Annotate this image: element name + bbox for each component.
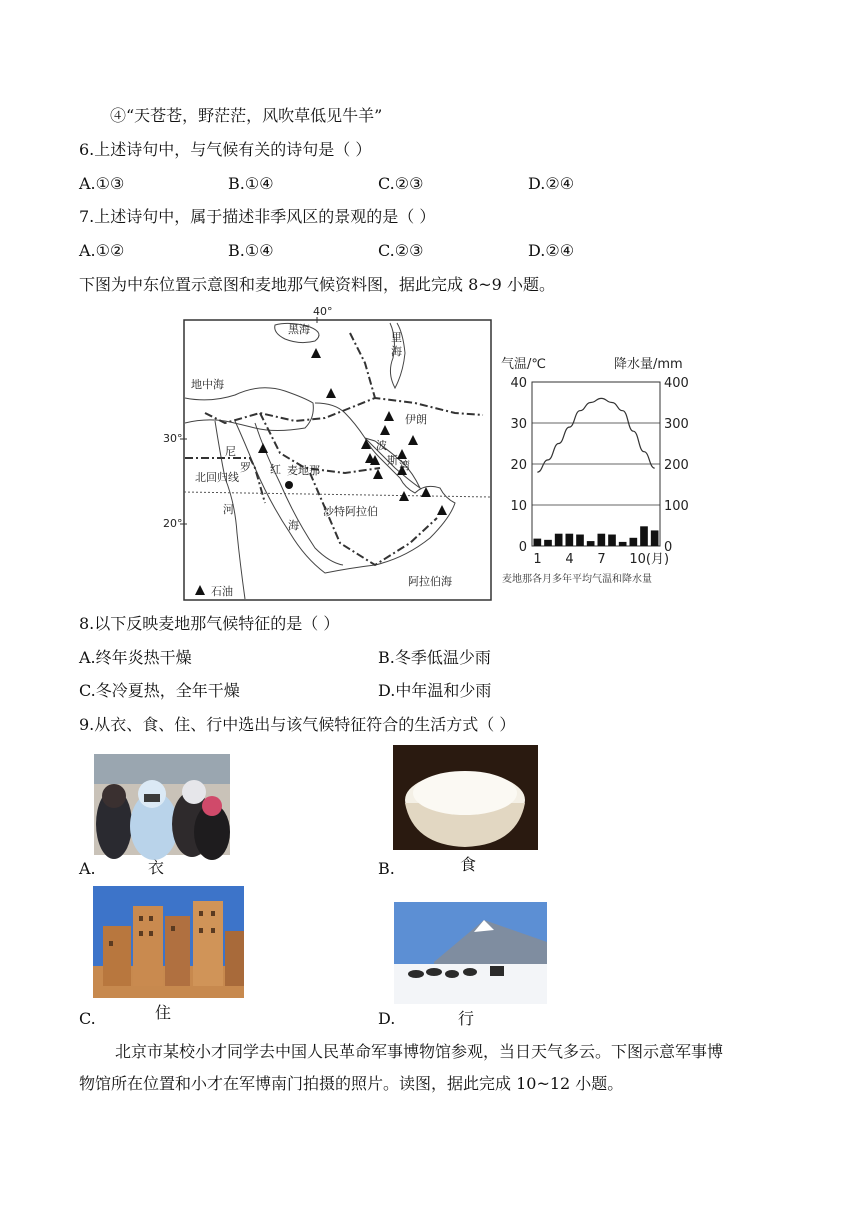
caption-clothing: 衣 <box>148 858 165 877</box>
q6-option-b: B.①④ <box>228 174 274 193</box>
precipitation-axis-label: 降水量/mm <box>614 357 683 372</box>
precipitation-bar <box>576 535 584 546</box>
legend-oil-label: 石油 <box>211 585 233 598</box>
q7-option-b: B.①④ <box>228 241 274 260</box>
precipitation-bar <box>640 526 648 546</box>
saudi-label: 沙特阿拉伯 <box>323 505 378 518</box>
precipitation-bar <box>608 535 616 546</box>
precipitation-tick-label: 200 <box>664 458 689 473</box>
precipitation-bar <box>598 534 606 546</box>
precipitation-bar <box>566 534 574 546</box>
persian-gulf-label-3: 湾 <box>399 459 410 472</box>
temperature-tick-label: 30 <box>510 417 527 432</box>
mediterranean-label: 地中海 <box>191 378 224 391</box>
intro-questions-10-12-line2: 物馆所在位置和小才在军博南门拍摄的照片。读图，据此完成 10~12 小题。 <box>79 1074 624 1093</box>
q7-option-c: C.②③ <box>378 241 424 260</box>
red-sea-label-2: 海 <box>288 519 299 532</box>
chart-caption: 麦地那各月多年平均气温和降水量 <box>502 574 652 585</box>
question-8-stem: 8.以下反映麦地那气候特征的是（ ） <box>79 614 340 633</box>
precipitation-tick-label: 0 <box>664 540 673 555</box>
precipitation-bar <box>544 540 552 546</box>
nile-label-3: 河 <box>223 503 234 516</box>
question-7-stem: 7.上述诗句中，属于描述非季风区的景观的是（ ） <box>79 207 436 226</box>
poem-line-4: ④“天苍苍，野茫茫，风吹草低见牛羊” <box>110 106 383 125</box>
q8-option-a: A.终年炎热干燥 <box>79 648 192 667</box>
caption-food: 食 <box>460 855 477 874</box>
temperature-tick-label: 40 <box>510 376 527 391</box>
middle-east-map <box>165 303 495 603</box>
winter-clothing-image <box>94 754 230 855</box>
medina-climate-chart <box>496 350 696 590</box>
q8-option-b: B.冬季低温少雨 <box>378 648 491 667</box>
arabian-sea-label: 阿拉伯海 <box>408 575 452 588</box>
month-tick-label: 10(月) <box>629 552 670 567</box>
photo-rice-bowl <box>393 745 538 850</box>
precipitation-tick-label: 100 <box>664 499 689 514</box>
desert-houses-image <box>93 886 244 998</box>
black-sea-label: 黑海 <box>288 323 310 336</box>
q9-option-b: B. <box>378 859 395 878</box>
q8-option-d: D.中年温和少雨 <box>378 681 492 700</box>
lat-30-label: 30° <box>163 432 183 445</box>
persian-gulf-label-2: 斯 <box>387 454 398 467</box>
caspian-label-2: 海 <box>391 345 402 358</box>
question-9-stem: 9.从衣、食、住、行中选出与该气候特征符合的生活方式（ ） <box>79 715 516 734</box>
month-tick-label: 7 <box>597 552 606 567</box>
question-6-stem: 6.上述诗句中，与气候有关的诗句是（ ） <box>79 140 372 159</box>
temperature-tick-label: 20 <box>510 458 527 473</box>
caption-housing: 住 <box>155 1003 172 1022</box>
photo-winter-clothing <box>94 754 230 855</box>
precipitation-bar <box>555 534 563 546</box>
q8-option-c: C.冬冷夏热，全年干燥 <box>79 681 240 700</box>
lon-40-label: 40° <box>313 305 333 318</box>
month-tick-label: 4 <box>565 552 574 567</box>
lat-20-label: 20° <box>163 517 183 530</box>
precipitation-bar <box>630 538 638 546</box>
photo-desert-houses <box>93 886 244 998</box>
temperature-curve <box>537 398 654 472</box>
iran-label: 伊朗 <box>405 413 427 426</box>
precipitation-tick-label: 400 <box>664 376 689 391</box>
q9-option-c: C. <box>79 1009 96 1028</box>
q6-option-c: C.②③ <box>378 174 424 193</box>
intro-questions-10-12-line1: 北京市某校小才同学去中国人民革命军事博物馆参观，当日天气多云。下图示意军事博 <box>115 1042 724 1061</box>
nile-label-2: 罗 <box>240 461 251 474</box>
precipitation-bar <box>587 541 595 546</box>
temperature-tick-label: 10 <box>510 499 527 514</box>
precipitation-bar <box>651 530 659 546</box>
precipitation-tick-label: 300 <box>664 417 689 432</box>
tropic-label: 北回归线 <box>195 471 239 484</box>
precipitation-bar <box>534 539 542 546</box>
q6-option-a: A.①③ <box>79 174 125 193</box>
q7-option-d: D.②④ <box>528 241 575 260</box>
caspian-label-1: 里 <box>391 331 402 344</box>
persian-gulf-label-1: 波 <box>376 439 387 452</box>
rice-bowl-image <box>393 745 538 850</box>
map-frame <box>184 320 491 600</box>
q9-option-d: D. <box>378 1009 396 1028</box>
red-sea-label-1: 红 <box>270 463 281 476</box>
nile-label-1: 尼 <box>225 445 236 458</box>
q9-option-a: A. <box>79 859 96 878</box>
temperature-axis-label: 气温/℃ <box>501 357 546 372</box>
photo-dog-sled <box>394 902 547 1004</box>
medina-point <box>285 481 293 489</box>
month-tick-label: 1 <box>533 552 542 567</box>
temperature-tick-label: 0 <box>518 540 527 555</box>
medina-label: 麦地那 <box>287 464 320 477</box>
intro-questions-8-9: 下图为中东位置示意图和麦地那气候资料图，据此完成 8~9 小题。 <box>79 275 555 294</box>
q7-option-a: A.①② <box>79 241 125 260</box>
caption-transport: 行 <box>458 1009 475 1028</box>
precipitation-bar <box>619 542 627 546</box>
dog-sled-image <box>394 902 547 1004</box>
q6-option-d: D.②④ <box>528 174 575 193</box>
